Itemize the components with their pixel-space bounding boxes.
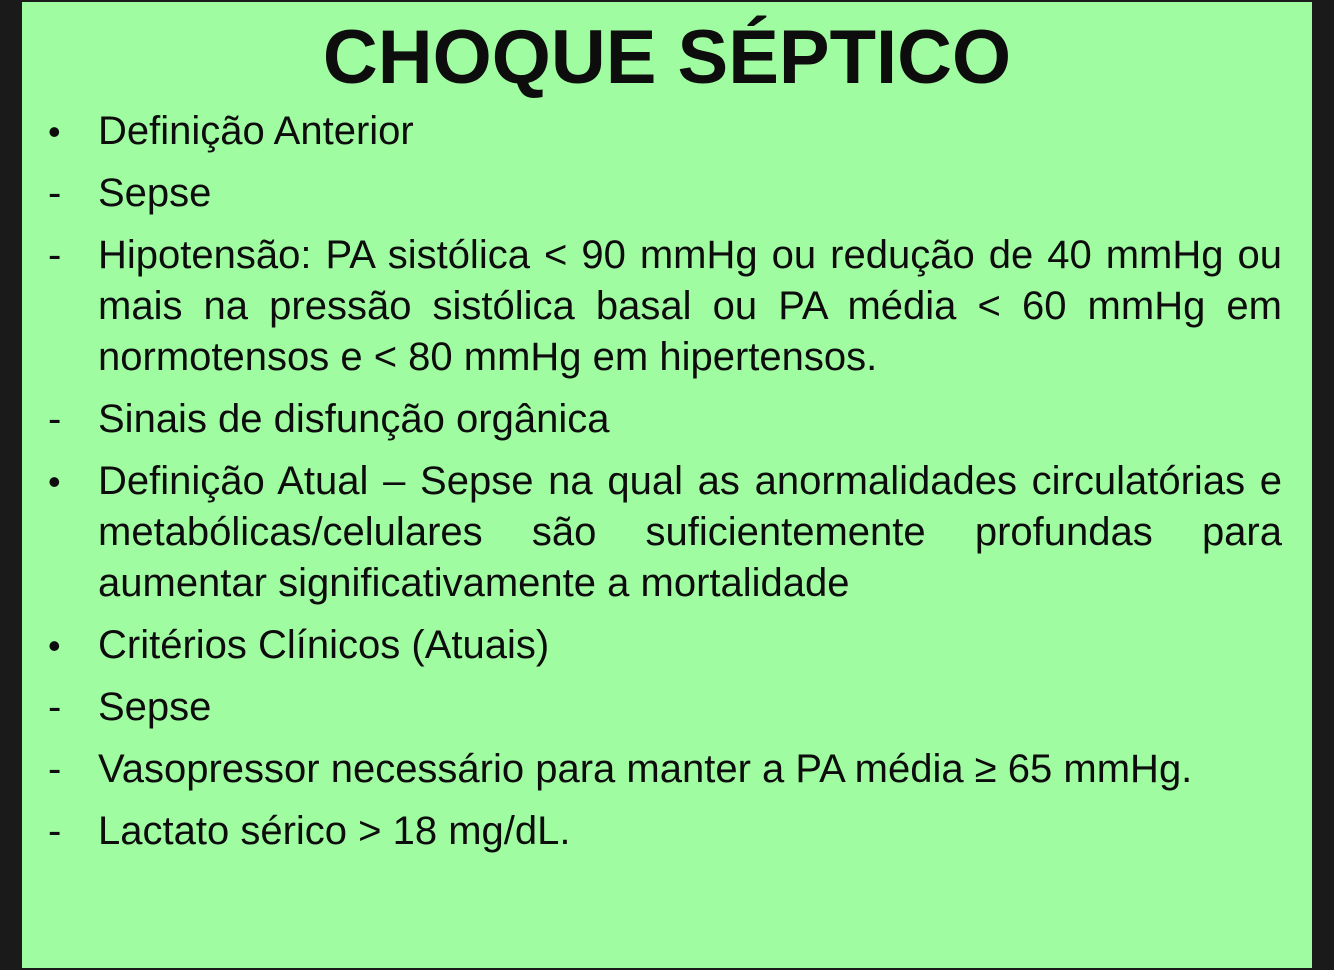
list-item: [22, 456, 1312, 609]
dash-marker: -: [48, 809, 62, 853]
list-item-text: Definição Anterior: [98, 109, 414, 153]
slide-title: CHOQUE SÉPTICO: [322, 15, 1012, 100]
dash-marker: -: [48, 747, 62, 791]
list-item-text: Vasopressor necessário para manter a PA média ≥ 65 mmHg.: [98, 747, 1193, 791]
list-item: [22, 682, 1312, 733]
list-item-text: Sepse: [98, 685, 212, 729]
list-item: [22, 806, 1312, 857]
bullet-marker: •: [48, 461, 61, 502]
list-item-text: Hipotensão: PA sistólica < 90 mmHg ou redução de 40 mmHg ou mais na pressão sistólica basal ou PA média < 60 mmHg em normotensos e < 80 mmHg em hipertensos.: [98, 233, 1282, 379]
dash-marker: -: [48, 171, 62, 215]
dash-marker: -: [48, 233, 62, 277]
list-item-text: Definição Atual – Sepse na qual as anormalidades circulatórias e metabólicas/celulares são suficientemente profundas para aumentar significativamente a mortalidade: [98, 459, 1282, 605]
list-item-text: Sinais de disfunção orgânica: [98, 397, 610, 441]
slide-bullet-list: [22, 106, 1312, 868]
list-item: [22, 744, 1312, 795]
list-item: [22, 230, 1312, 383]
dash-marker: -: [48, 685, 62, 729]
bullet-marker: •: [48, 111, 61, 152]
list-item: [22, 168, 1312, 219]
list-item-text: Sepse: [98, 171, 212, 215]
list-item: [22, 394, 1312, 445]
list-item: [22, 620, 1312, 671]
dash-marker: -: [48, 397, 62, 441]
list-item: [22, 106, 1312, 157]
list-item-text: Critérios Clínicos (Atuais): [98, 623, 550, 667]
list-item-text: Lactato sérico > 18 mg/dL.: [98, 809, 571, 853]
bullet-marker: •: [48, 625, 61, 666]
slide: [22, 2, 1312, 968]
